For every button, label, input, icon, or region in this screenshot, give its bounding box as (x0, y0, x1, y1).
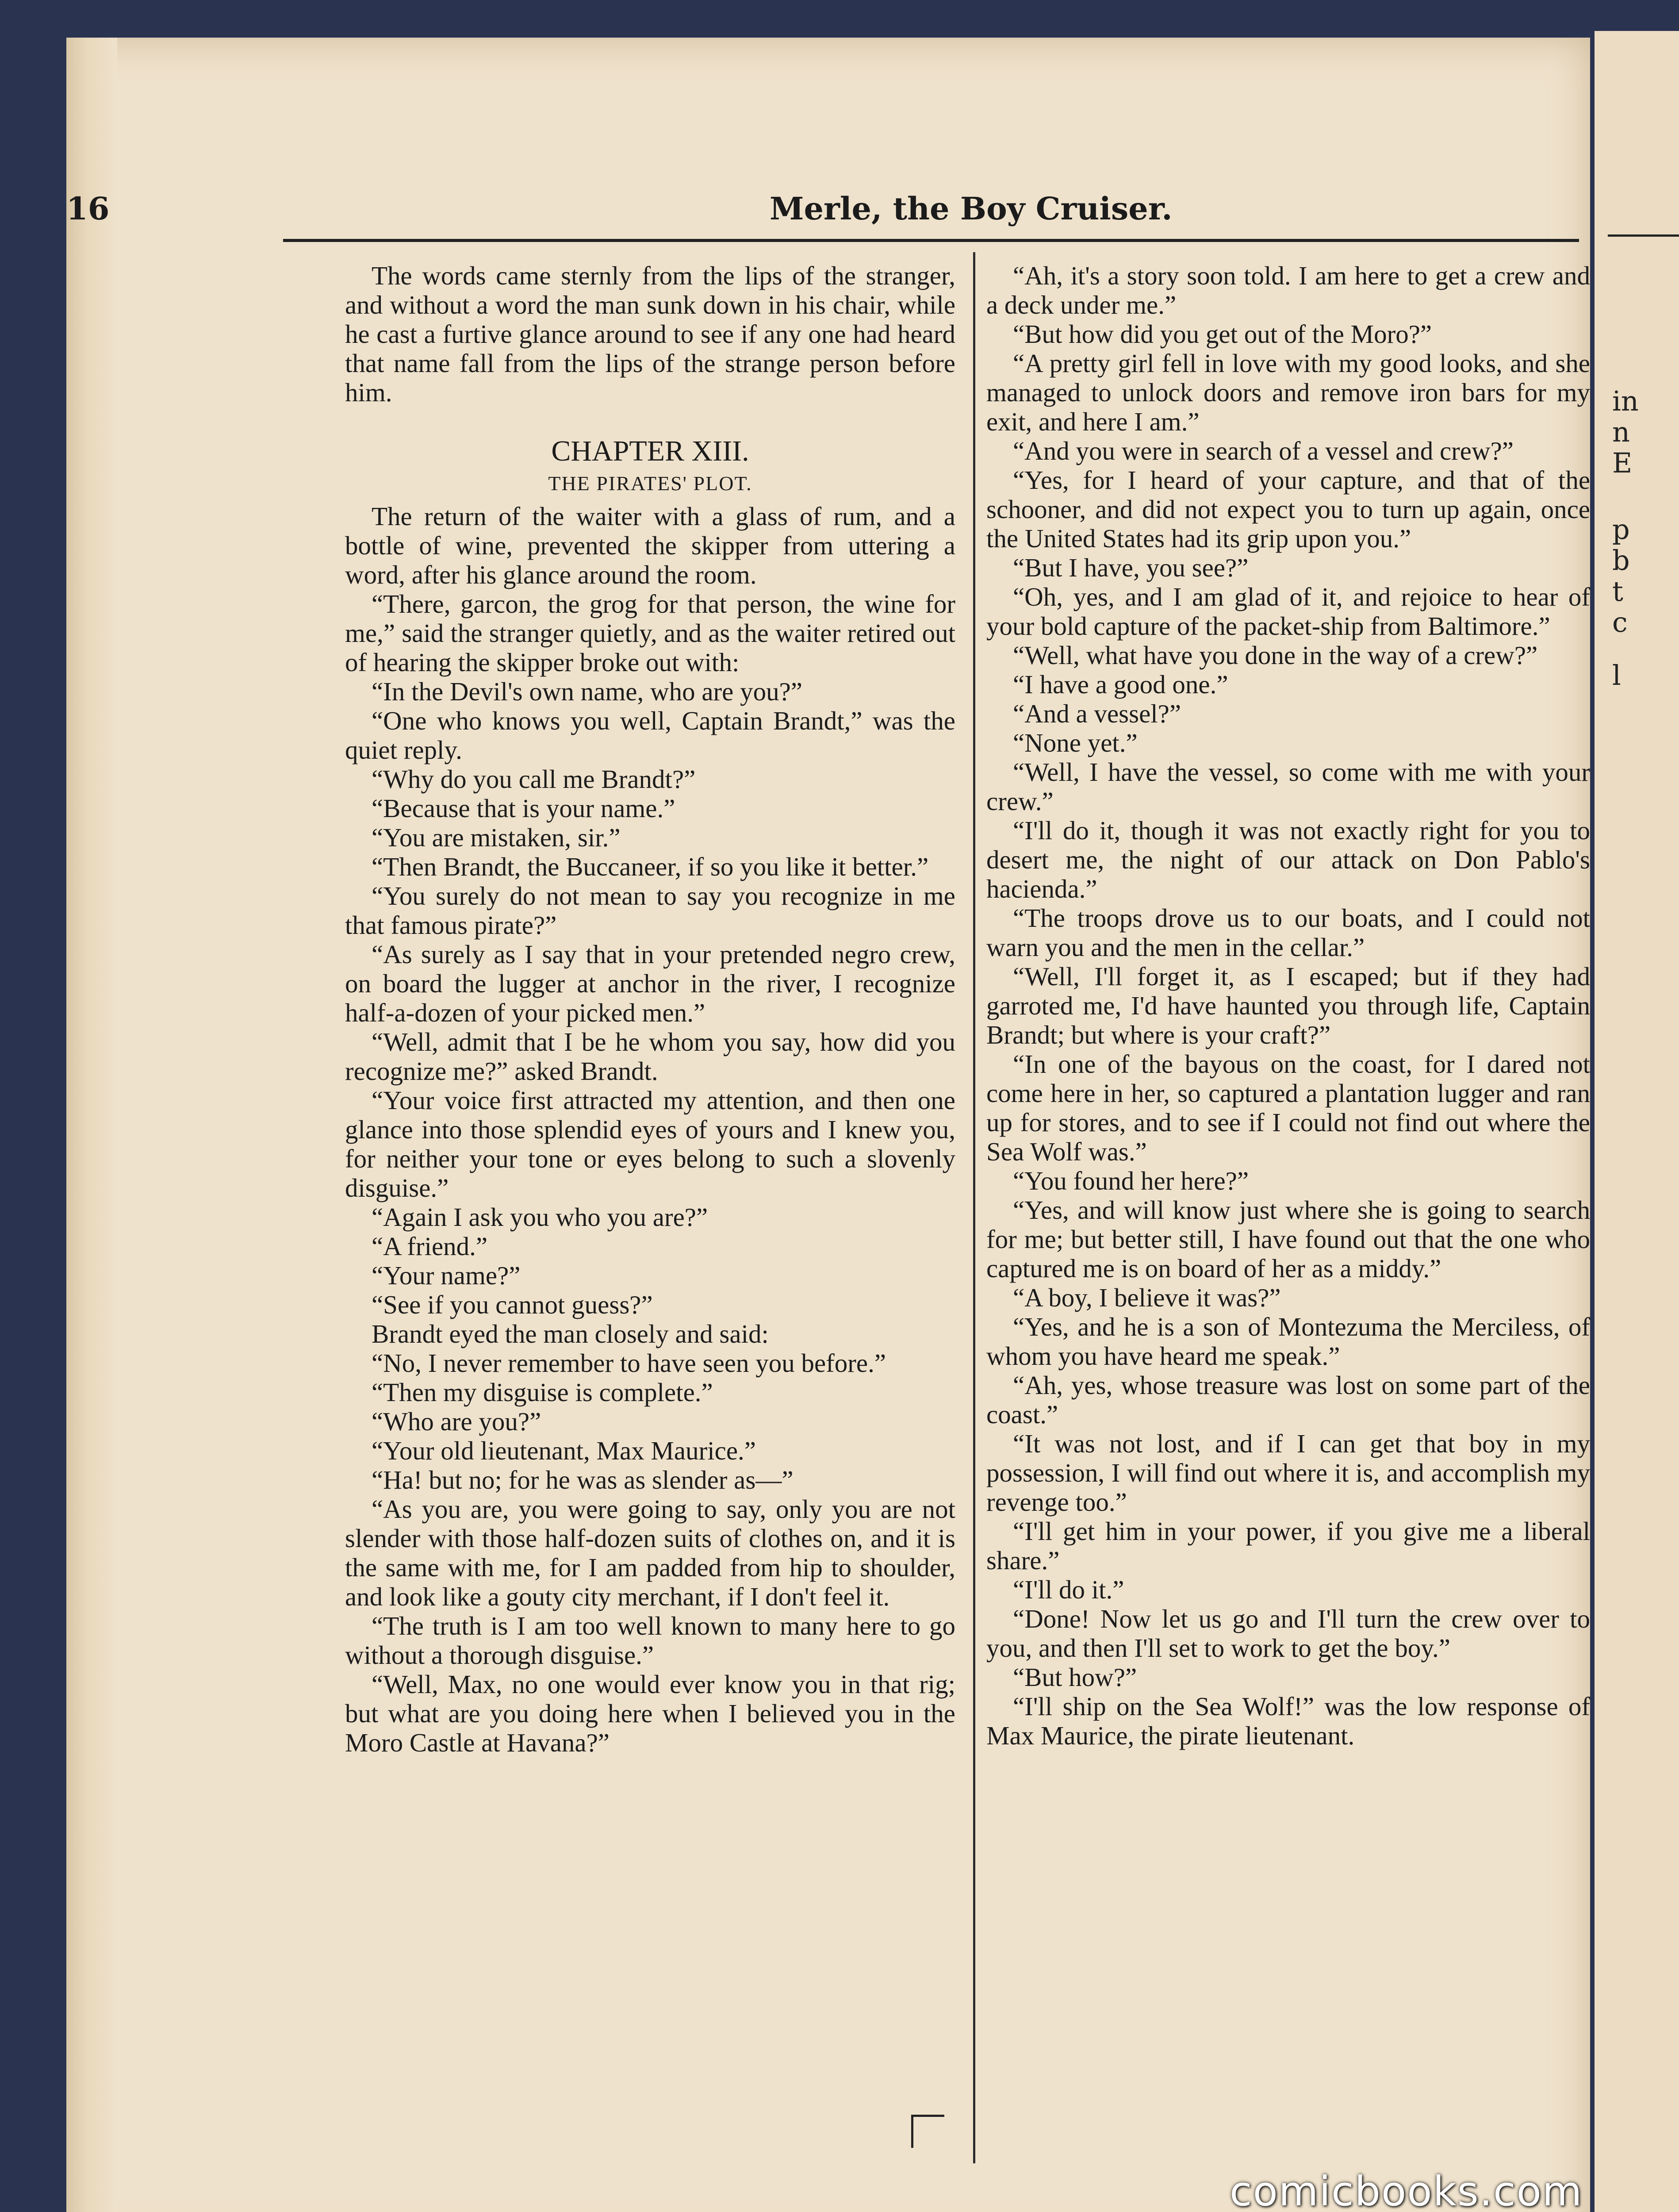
paragraph: “Your voice first attracted my attention, and then one glance into those splendid eyes of yours and I knew you, for neither your tone or eyes belong to such a slovenly disguise.” (345, 1086, 955, 1202)
paragraph: “In the Devil's own name, who are you?” (372, 677, 802, 706)
paragraph: “As you are, you were going to say, only you are not slender with those half-dozen suits of clothes on, and it is the same with me, for I am padded from hip to shoulder, and look like a gouty city merchant, if I don't feel it. (345, 1494, 955, 1611)
paragraph: “Well, what have you done in the way of a crew?” (1013, 641, 1538, 670)
paragraph: “Then Brandt, the Buccaneer, if so you like it better.” (372, 852, 929, 881)
paragraph: “You are mistaken, sir.” (372, 823, 621, 852)
paragraph: “I'll do it.” (1013, 1575, 1124, 1604)
paragraph: Brandt eyed the man closely and said: (372, 1319, 769, 1348)
paragraph: “Well, I have the vessel, so come with me with your crew.” (986, 757, 1590, 816)
adjacent-page-edge (1595, 31, 1679, 2212)
paragraph: “And you were in search of a vessel and crew?” (1013, 436, 1514, 465)
adjacent-page-rule (1608, 234, 1679, 237)
paragraph: “Well, Max, no one would ever know you in that rig; but what are you doing here when I believed you in the Moro Castle at Havana?” (345, 1670, 955, 1757)
paragraph: “I'll ship on the Sea Wolf!” was the low response of Max Maurice, the pirate lieutenant. (986, 1692, 1590, 1750)
paragraph: “Ha! but no; for he was as slender as—” (372, 1465, 794, 1494)
paragraph: “I'll get him in your power, if you give me a liberal share.” (986, 1517, 1590, 1575)
page-edge-stack (66, 38, 117, 2212)
paragraph: “Oh, yes, and I am glad of it, and rejoice to hear of your bold capture of the packet-ship from Baltimore.” (986, 582, 1590, 641)
right-column (986, 261, 1590, 1750)
paragraph: “Then my disguise is complete.” (372, 1378, 713, 1407)
paragraph: “Why do you call me Brandt?” (372, 764, 696, 794)
fragment: in (1612, 385, 1639, 417)
paragraph: “Yes, and will know just where she is going to search for me; but better still, I have found out that the one who captured me is on board of her as a middy.” (986, 1195, 1590, 1283)
paragraph: “None yet.” (1013, 728, 1138, 757)
printer-mark (911, 2115, 944, 2148)
left-column (345, 261, 955, 1757)
chapter-heading: CHAPTER XIII. (551, 435, 749, 467)
paragraph: “It was not lost, and if I can get that boy in my possession, I will find out where it is, and accomplish my revenge too.” (986, 1429, 1590, 1517)
fragment: E (1612, 447, 1633, 479)
paragraph: “Ah, yes, whose treasure was lost on some part of the coast.” (986, 1371, 1590, 1429)
paragraph: “And a vessel?” (1013, 699, 1181, 728)
paragraph: “You surely do not mean to say you recognize in me that famous pirate?” (345, 881, 955, 940)
paragraph: “One who knows you well, Captain Brandt,” was the quiet reply. (345, 706, 955, 764)
fragment: c (1612, 606, 1628, 638)
paragraph: “In one of the bayous on the coast, for I dared not come here in her, so captured a plantation lugger and ran up for stores, and to see if I could not find out where the Sea Wolf was.” (986, 1049, 1590, 1166)
paragraph: “See if you cannot guess?” (372, 1290, 653, 1319)
paragraph: “The troops drove us to our boats, and I could not warn you and the men in the cellar.” (986, 903, 1590, 962)
column-divider (973, 252, 975, 2163)
fragment: n (1612, 416, 1630, 448)
fragment: b (1612, 544, 1630, 576)
paragraph: “Yes, for I heard of your capture, and that of the schooner, and did not expect you to turn up again, once the United States had its grip upon you.” (986, 465, 1590, 553)
paragraph: “Yes, and he is a son of Montezuma the Merciless, of whom you have heard me speak.” (986, 1312, 1590, 1371)
paragraph: “I have a good one.” (1013, 670, 1228, 699)
fragment: l (1612, 659, 1621, 691)
paragraph: “You found her here?” (1013, 1166, 1249, 1195)
paragraph: “Your name?” (372, 1261, 521, 1290)
paragraph: “Again I ask you who you are?” (372, 1202, 708, 1232)
paragraph: “There, garcon, the grog for that person, the wine for me,” said the stranger quietly, and as the waiter retired out of hearing the skipper broke out with: (345, 589, 955, 677)
paragraph: “A boy, I believe it was?” (1013, 1283, 1281, 1312)
fragment: p (1612, 513, 1630, 545)
paragraph: The return of the waiter with a glass of rum, and a bottle of wine, prevented the skipper from uttering a word, after his glance around the room. (345, 502, 955, 589)
paragraph: “Well, admit that I be he whom you say, how did you recognize me?” asked Brandt. (345, 1027, 955, 1086)
watermark: comicbooks.com (1230, 2168, 1583, 2212)
running-title: Merle, the Boy Cruiser. (770, 190, 1173, 227)
right-paragraphs (986, 261, 1590, 1750)
paragraph: “Your old lieutenant, Max Maurice.” (372, 1436, 756, 1465)
paragraph: “Done! Now let us go and I'll turn the crew over to you, and then I'll set to work to get the boy.” (986, 1604, 1590, 1663)
paragraph: “But how did you get out of the Moro?” (1013, 319, 1432, 349)
paragraph: “The truth is I am too well known to many here to go without a thorough disguise.” (345, 1611, 955, 1670)
paragraph: “Ah, it's a story soon told. I am here to get a crew and a deck under me.” (986, 261, 1590, 319)
page-number: 16 (66, 190, 110, 227)
header-rule (283, 239, 1579, 242)
paragraph: “Who are you?” (372, 1407, 541, 1436)
opening-paragraph: The words came sternly from the lips of the stranger, and without a word the man sunk down in his chair, while he cast a furtive glance around to see if any one had heard that name fall from the lips of the strange person before him. (345, 261, 955, 407)
paragraph: “I'll do it, though it was not exactly right for you to desert me, the night of our attack on Don Pablo's hacienda.” (986, 816, 1590, 903)
paragraph: “No, I never remember to have seen you before.” (372, 1348, 886, 1378)
paragraph: “But I have, you see?” (1013, 553, 1249, 582)
left-paragraphs (345, 502, 955, 1757)
paragraph: “But how?” (1013, 1663, 1137, 1692)
paragraph: “As surely as I say that in your pretended negro crew, on board the lugger at anchor in the river, I recognize half-a-dozen of your picked men.” (345, 940, 955, 1027)
paragraph: “Well, I'll forget it, as I escaped; but if they had garroted me, I'd have haunted you through life, Captain Brandt; but where is your craft?” (986, 962, 1590, 1049)
paragraph: “A pretty girl fell in love with my good looks, and she managed to unlock doors and remove iron bars for my exit, and here I am.” (986, 349, 1590, 436)
fragment: t (1612, 575, 1623, 607)
chapter-subtitle: THE PIRATES' PLOT. (548, 472, 752, 495)
paragraph: “Because that is your name.” (372, 794, 675, 823)
paragraph: “A friend.” (372, 1232, 488, 1261)
